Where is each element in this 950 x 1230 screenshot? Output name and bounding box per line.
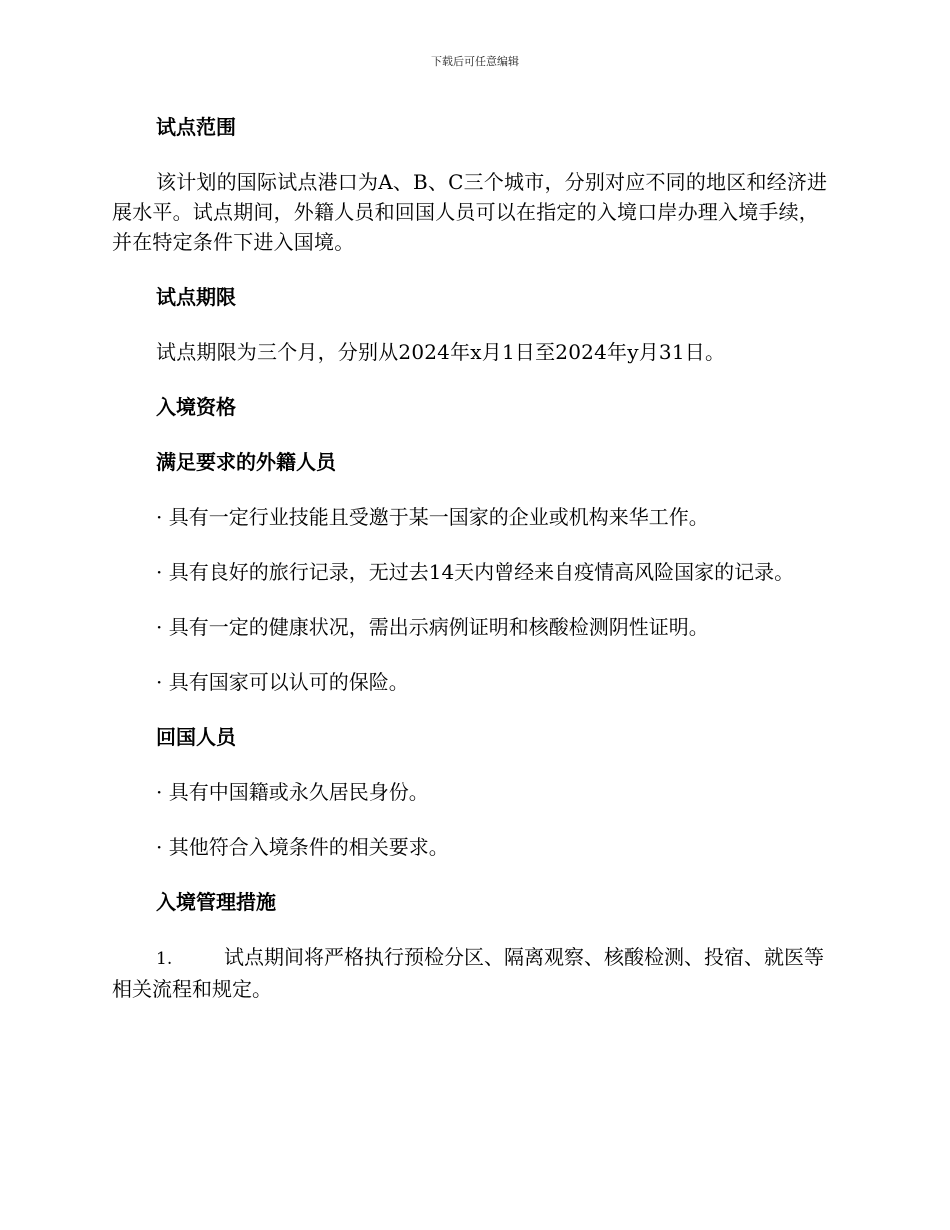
- section-heading-pilot-period: 试点期限: [156, 285, 236, 309]
- section-heading-pilot-scope: 试点范围: [156, 115, 236, 139]
- list-number: 1.: [156, 949, 173, 969]
- bullet-item: · 其他符合入境条件的相关要求。: [156, 835, 449, 859]
- numbered-item: [112, 942, 838, 1004]
- bullet-item: · 具有良好的旅行记录，无过去14天内曾经来自疫情高风险国家的记录。: [156, 560, 795, 584]
- numbered-item-text: 试点期间将严格执行预检分区、隔离观察、核酸检测、投宿、就医等相关流程和规定。: [112, 945, 824, 1001]
- page-header: 下载后可任意编辑: [431, 55, 519, 68]
- bullet-item: · 具有一定的健康状况，需出示病例证明和核酸检测阴性证明。: [156, 615, 709, 639]
- section-heading-entry-management: 入境管理措施: [156, 890, 276, 914]
- paragraph-pilot-period: 试点期限为三个月，分别从2024年x月1日至2024年y月31日。: [156, 340, 726, 364]
- bullet-item: · 具有国家可以认可的保险。: [156, 670, 409, 694]
- bullet-item: · 具有中国籍或永久居民身份。: [156, 780, 429, 804]
- bullet-item: · 具有一定行业技能且受邀于某一国家的企业或机构来华工作。: [156, 505, 709, 529]
- subheading-returning-citizens: 回国人员: [156, 725, 236, 749]
- document-body: [112, 112, 838, 1029]
- paragraph-pilot-scope: 该计划的国际试点港口为A、B、C三个城市，分别对应不同的地区和经济进展水平。试点期间，外籍人员和回国人员可以在指定的入境口岸办理入境手续，并在特定条件下进入国境。: [112, 170, 828, 254]
- section-heading-entry-eligibility: 入境资格: [156, 395, 236, 419]
- subheading-foreign-nationals: 满足要求的外籍人员: [156, 450, 336, 474]
